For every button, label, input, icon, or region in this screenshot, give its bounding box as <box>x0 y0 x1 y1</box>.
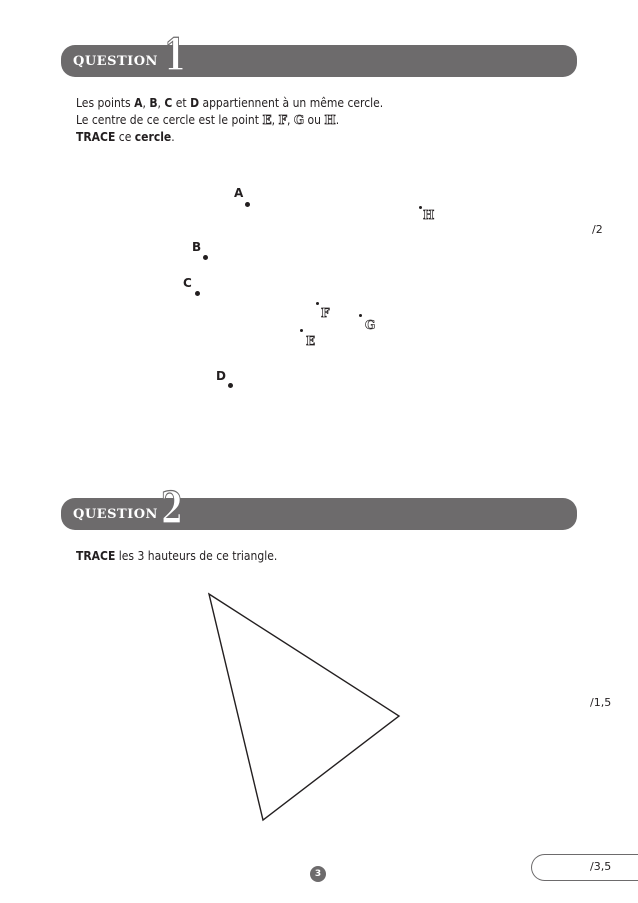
triangle <box>209 594 399 820</box>
question-1-line-1: Les points A, B, C et D appartiennent à un même cercle. <box>76 96 384 110</box>
point-h-label: H <box>423 208 435 222</box>
point-d-label: D <box>216 369 226 383</box>
total-score-box <box>531 854 638 881</box>
page-number: 3 <box>310 866 326 882</box>
question-2-instruction: TRACE les 3 hauteurs de ce triangle. <box>76 549 278 563</box>
question-1-number: 1 <box>164 30 187 81</box>
question-1-label: QUESTION <box>73 54 158 69</box>
point-a-label: A <box>234 186 244 200</box>
point-c-label: C <box>183 276 192 290</box>
question-1-line-2: Le centre de ce cercle est le point E, F, G ou H. <box>76 113 340 127</box>
point-f-label: F <box>321 306 330 320</box>
question-2-label: QUESTION <box>73 507 158 522</box>
question-2-number: 2 <box>161 483 184 534</box>
question-2-score: /1,5 <box>590 696 612 709</box>
point-e-label: E <box>306 334 316 348</box>
question-1-score: /2 <box>592 223 603 236</box>
total-score: /3,5 <box>590 860 612 873</box>
question-1-line-3: TRACE ce cercle. <box>76 130 175 144</box>
point-g-label: G <box>365 318 376 332</box>
point-b-label: B <box>192 240 202 254</box>
